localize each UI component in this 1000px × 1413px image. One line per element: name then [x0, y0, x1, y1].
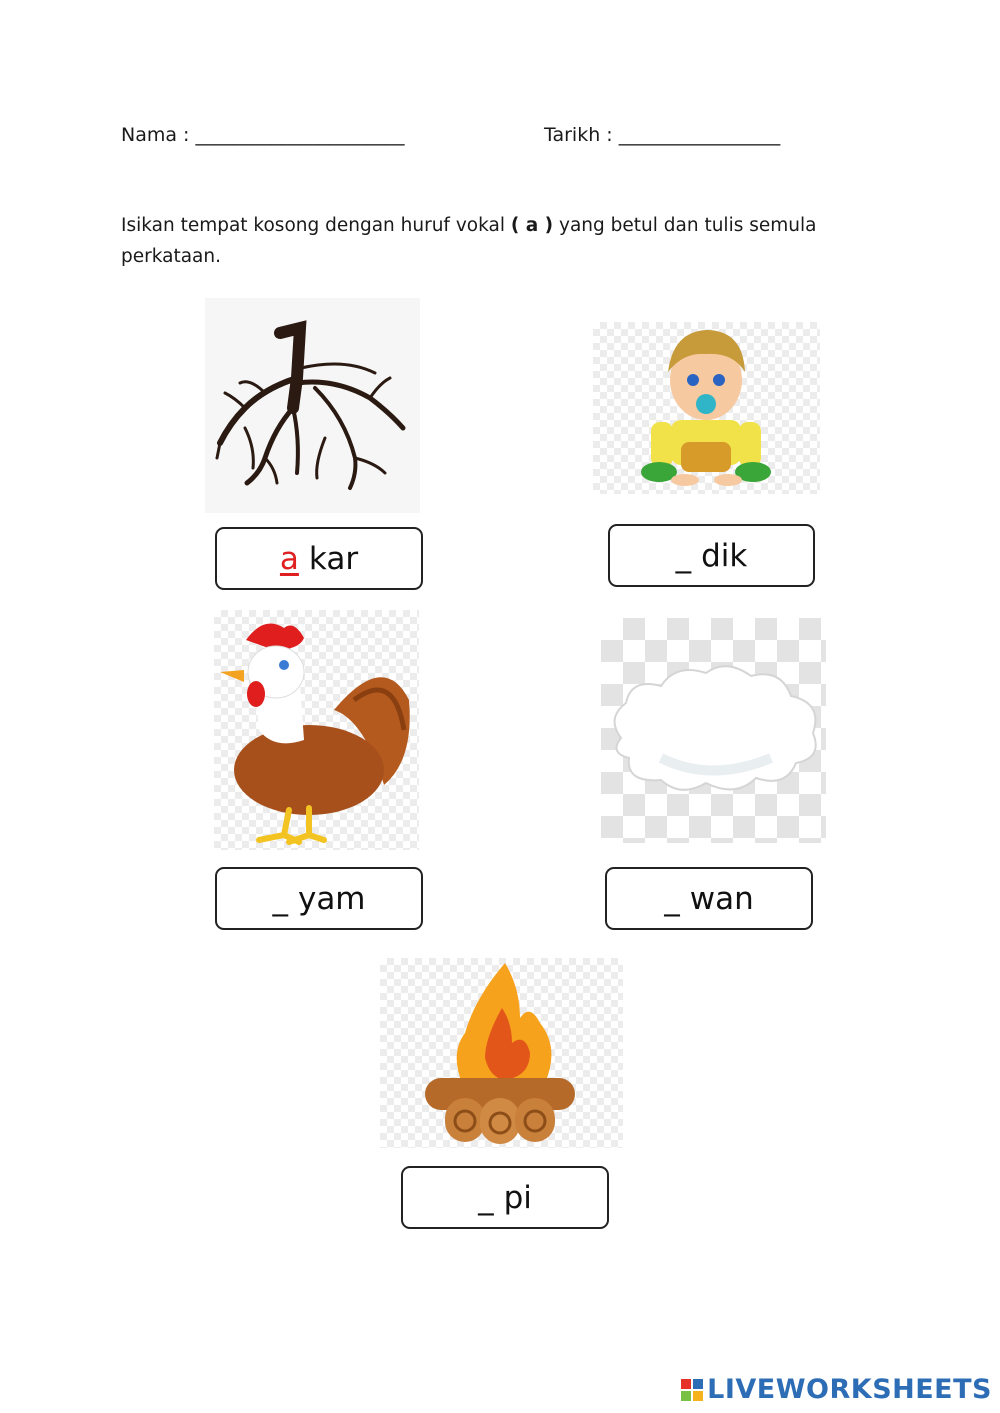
- word-box-awan[interactable]: [605, 867, 813, 930]
- brand-name: LIVEWORKSHEETS: [707, 1374, 992, 1405]
- answer-akar[interactable]: a: [279, 540, 299, 577]
- word-box-ayam[interactable]: [215, 867, 423, 930]
- instructions: [121, 210, 841, 272]
- vowel-hint: ( a ): [510, 215, 554, 236]
- answer-adik[interactable]: _: [675, 537, 692, 574]
- campfire-image: [380, 958, 623, 1148]
- name-label: Nama : ______________________: [121, 124, 405, 146]
- rooster-image: [214, 610, 419, 850]
- instructions-text: Isikan tempat kosong dengan huruf vokal: [121, 215, 511, 236]
- cloud-image: [601, 618, 826, 843]
- liveworksheets-logo: [681, 1374, 992, 1405]
- date-label: Tarikh : _________________: [544, 124, 781, 146]
- word-suffix-api: pi: [503, 1179, 532, 1216]
- word-suffix-ayam: yam: [297, 880, 366, 917]
- word-box-api[interactable]: [401, 1166, 609, 1229]
- baby-image: [593, 322, 820, 494]
- logo-icon: [681, 1379, 703, 1401]
- instructions-text-end: yang betul dan tulis semula perkataan.: [121, 215, 817, 267]
- answer-api[interactable]: _: [478, 1179, 494, 1216]
- word-suffix-akar: kar: [308, 540, 359, 577]
- word-suffix-adik: dik: [701, 537, 748, 574]
- word-box-adik[interactable]: [608, 524, 815, 587]
- roots-image: [205, 298, 420, 513]
- answer-ayam[interactable]: _: [272, 880, 288, 917]
- word-suffix-awan: wan: [689, 880, 754, 917]
- word-box-akar[interactable]: [215, 527, 423, 590]
- answer-awan[interactable]: _: [664, 880, 680, 917]
